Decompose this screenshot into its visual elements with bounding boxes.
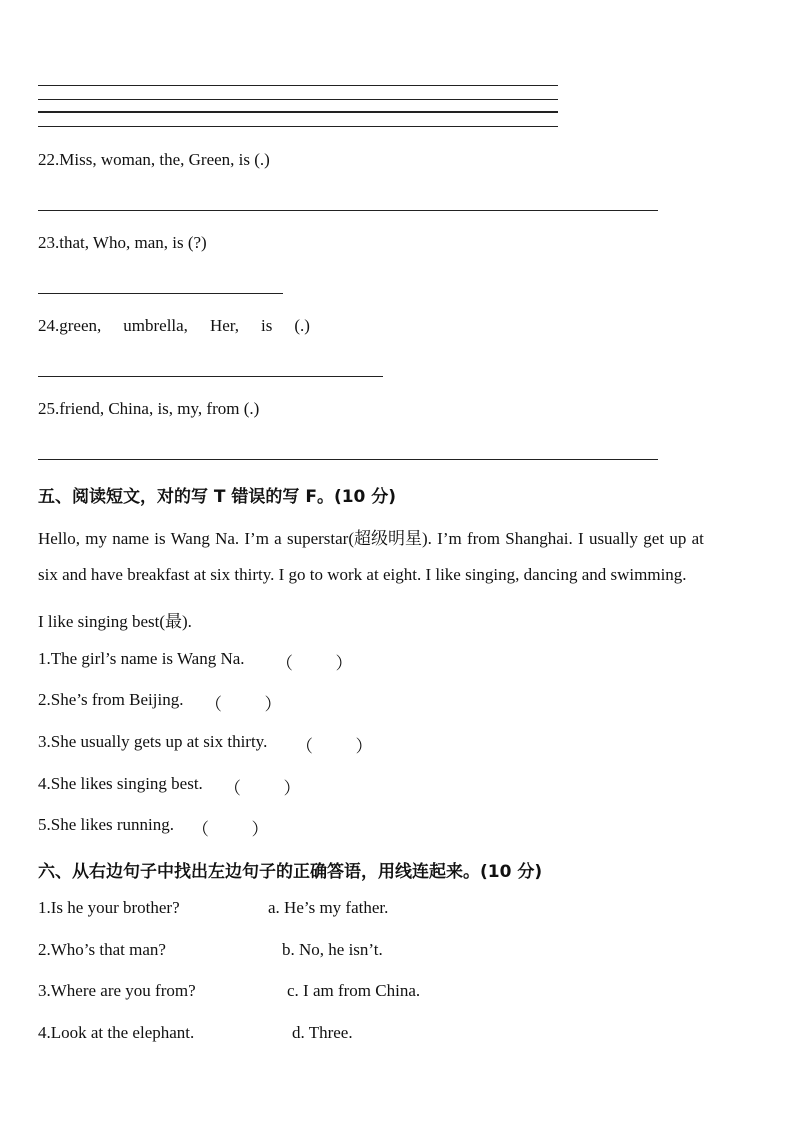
answer-line <box>38 85 558 86</box>
tf-item-5: 5.She likes running. <box>38 815 174 834</box>
answer-line <box>38 99 558 100</box>
match-left-1[interactable]: 1.Is he your brother? <box>38 898 180 917</box>
tf-answer-box-1[interactable]: （ ） <box>276 654 353 673</box>
match-left-4[interactable]: 4.Look at the elephant. <box>38 1023 195 1042</box>
answer-line-23[interactable] <box>38 293 283 294</box>
section-6-heading: 六、从右边句子中找出左边句子的正确答语，用线连起来。(10 分) <box>38 862 543 882</box>
match-right-b[interactable]: b. No, he isn’t. <box>282 940 383 959</box>
tf-answer-box-3[interactable]: （ ） <box>296 737 373 756</box>
q24-part: (.) <box>294 316 310 335</box>
answer-line-22[interactable] <box>38 210 658 211</box>
passage-line: I like singing best(最). <box>38 612 192 631</box>
answer-line <box>38 126 558 127</box>
tf-item-2: 2.She’s from Beijing. <box>38 690 184 709</box>
match-right-a[interactable]: a. He’s my father. <box>268 898 389 917</box>
match-left-3[interactable]: 3.Where are you from? <box>38 981 196 1000</box>
match-right-c[interactable]: c. I am from China. <box>287 981 421 1000</box>
question-23: 23.that, Who, man, is (?) <box>38 233 207 252</box>
q24-part: Her, <box>209 316 239 335</box>
question-24 <box>38 316 310 336</box>
q24-part: 24.green, <box>38 316 102 335</box>
section-5-heading: 五、阅读短文，对的写 T 错误的写 F。(10 分) <box>38 487 397 507</box>
tf-answer-box-5[interactable]: （ ） <box>192 820 269 839</box>
question-22: 22.Miss, woman, the, Green, is (.) <box>38 150 270 169</box>
passage-line: six and have breakfast at six thirty. I go to work at eight. I like singing, dancing and swimming. <box>38 565 687 584</box>
match-right-d[interactable]: d. Three. <box>292 1023 353 1042</box>
answer-line-24[interactable] <box>38 376 383 377</box>
tf-answer-box-2[interactable]: （ ） <box>205 695 282 714</box>
tf-item-4: 4.She likes singing best. <box>38 774 203 793</box>
question-25: 25.friend, China, is, my, from (.) <box>38 399 260 418</box>
tf-answer-box-4[interactable]: （ ） <box>224 779 301 798</box>
tf-item-1: 1.The girl’s name is Wang Na. <box>38 649 245 668</box>
answer-line <box>38 111 558 113</box>
match-left-2[interactable]: 2.Who’s that man? <box>38 940 166 959</box>
q24-part: is <box>261 316 273 335</box>
answer-line-25[interactable] <box>38 459 658 460</box>
tf-item-3: 3.She usually gets up at six thirty. <box>38 732 268 751</box>
passage-line: Hello, my name is Wang Na. I’m a superstar(超级明星). I’m from Shanghai. I usually get up at <box>38 529 704 548</box>
q24-part: umbrella, <box>123 316 188 335</box>
